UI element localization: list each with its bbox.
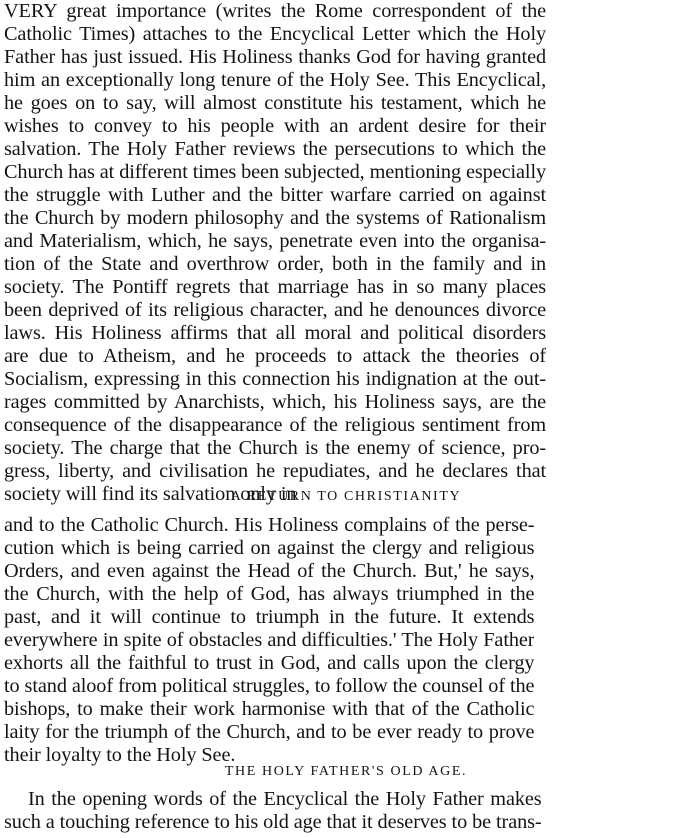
text-line: exhorts all the faithful to trust in God, and calls upon the clergy [4, 652, 535, 674]
paragraph-opening-words [4, 788, 542, 834]
text-line: and to the Catholic Church. His Holiness complains of the perse- [4, 514, 535, 536]
text-line: bishops, to make their work harmonise with that of the Catholic [4, 698, 535, 720]
text-line: their loyalty to the Holy See. [4, 744, 236, 766]
text-line: tion of the State and overthrow order, both in the family and in [4, 253, 547, 275]
text-line: society will find its salvation only in [4, 483, 297, 505]
paragraph-intro [4, 0, 546, 506]
text-line: the Church by modern philosophy and the systems of Rationalism [4, 207, 547, 229]
text-line: Orders, and even against the Head of the Church. But,' he says, [4, 560, 535, 582]
paragraph-catholic-church [4, 514, 534, 767]
text-line: consequence of the disappearance of the religious sentiment from [4, 414, 547, 436]
text-line: wishes to convey to his people with an ardent desire for their [4, 115, 547, 137]
text-line: him an exceptionally long tenure of the Holy See. This Encyclical, [4, 69, 547, 91]
text-line: Catholic Times) attaches to the Encyclical Letter which the Holy [4, 23, 547, 45]
text-line: laity for the triumph of the Church, and to be ever ready to prove [4, 721, 535, 743]
text-line: he goes on to say, will almost constitute his testament, which he [4, 92, 547, 114]
text-line: Father has just issued. His Holiness thanks God for having granted [4, 46, 547, 68]
text-line: rages committed by Anarchists, which, his Holiness says, are the [4, 391, 547, 413]
text-line: laws. His Holiness affirms that all moral and political disorders [4, 322, 547, 344]
section-heading-return-to-christianity: A RETURN TO CHRISTIANITY [230, 489, 462, 504]
text-line: are due to Atheism, and he proceeds to attack the theories of [4, 345, 547, 367]
text-line: VERY great importance (writes the Rome correspondent of the [4, 0, 547, 22]
text-line: past, and it will continue to triumph in the future. It extends [4, 606, 535, 628]
text-line: the Church, with the help of God, has always triumphed in the [4, 583, 535, 605]
text-line: salvation. The Holy Father reviews the persecutions to which the [4, 138, 547, 160]
text-line: been deprived of its religious character, and he denounces divorce [4, 299, 547, 321]
text-line: and Materialism, which, he says, penetrate even into the organisa- [4, 230, 547, 252]
section-heading-old-age: THE HOLY FATHER'S OLD AGE. [224, 764, 468, 779]
text-line: cution which is being carried on against the clergy and religious [4, 537, 535, 559]
text-line: to stand aloof from political struggles, to follow the counsel of the [4, 675, 535, 697]
text-line: society. The Pontiff regrets that marriage has in so many places [4, 276, 547, 298]
text-line: such a touching reference to his old age that it deserves to be trans- [4, 811, 542, 833]
text-line: the struggle with Luther and the bitter warfare carried on against [4, 184, 547, 206]
text-line: Church has at different times been subjected, mentioning especially [4, 161, 547, 183]
text-line: society. The charge that the Church is the enemy of science, pro- [4, 437, 547, 459]
text-line: everywhere in spite of obstacles and difficulties.' The Holy Father [4, 629, 535, 651]
text-line: Socialism, expressing in this connection his indignation at the out- [4, 368, 547, 390]
text-line: gress, liberty, and civilisation he repudiates, and he declares that [4, 460, 547, 482]
text-line: In the opening words of the Encyclical the Holy Father makes [28, 788, 542, 810]
